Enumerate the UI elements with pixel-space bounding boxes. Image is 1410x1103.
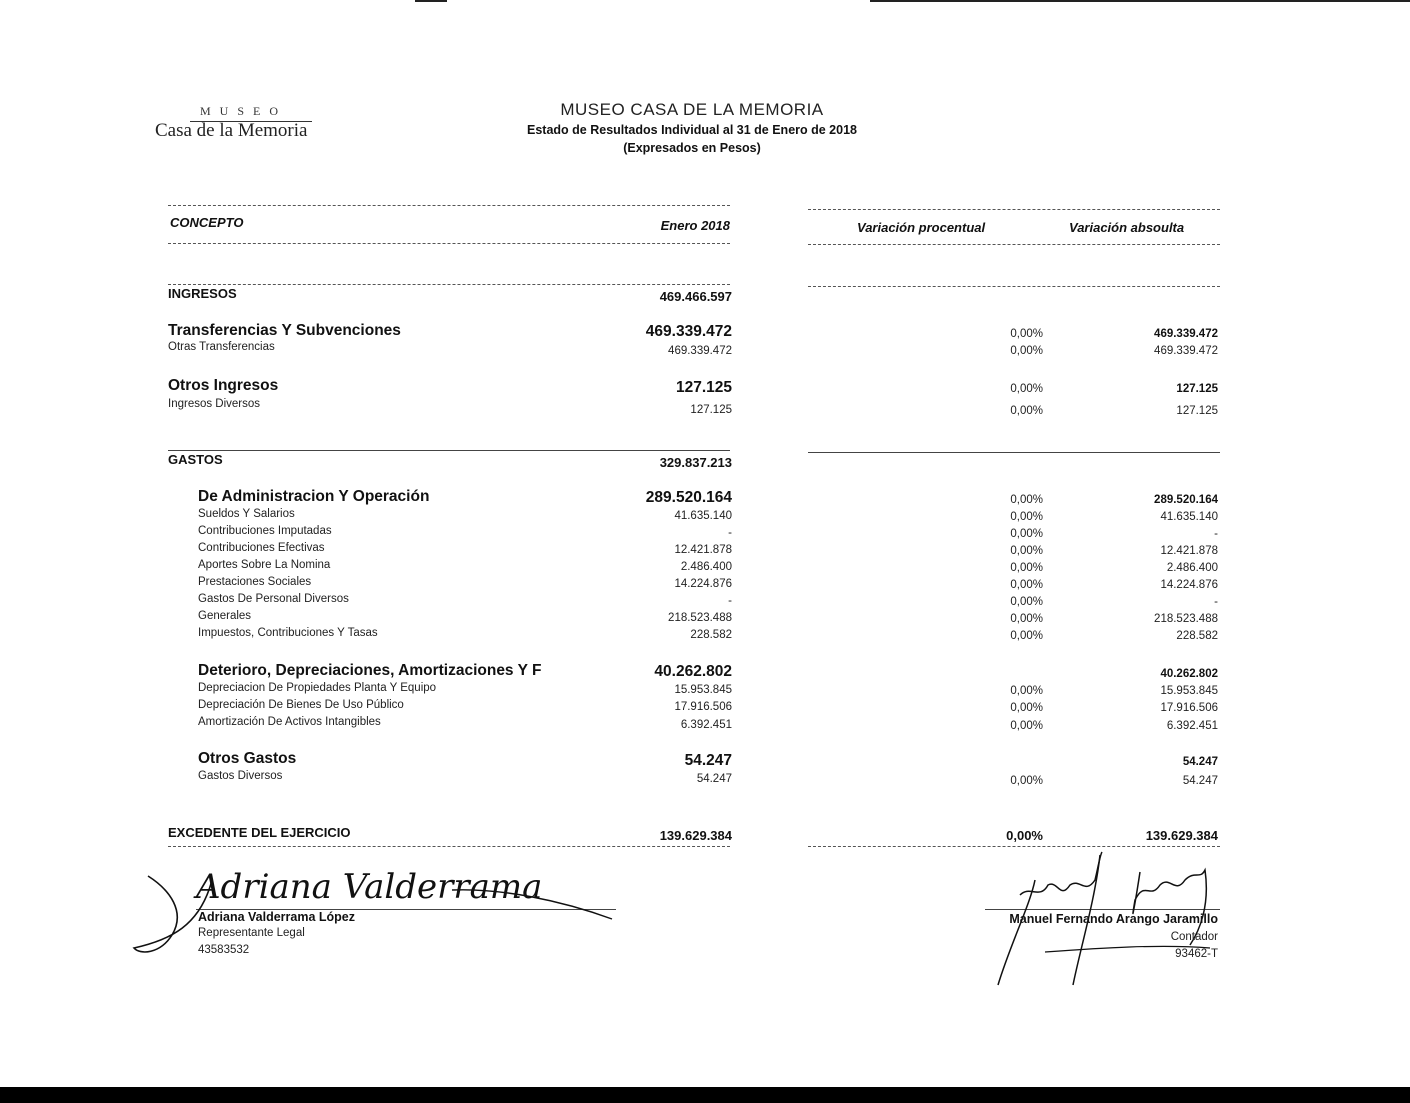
line-item-abs: 14.224.876 xyxy=(1160,579,1218,591)
line-item-value: 6.392.451 xyxy=(680,719,732,731)
header-rule-left-top xyxy=(168,205,730,206)
line-item-pct: 0,00% xyxy=(1010,579,1043,591)
signatory-right-id: 93462-T xyxy=(1175,948,1218,960)
line-item-label: Ingresos Diversos xyxy=(168,398,261,410)
group-abs: 40.262.802 xyxy=(1160,668,1218,680)
line-item-abs: 218.523.488 xyxy=(1154,613,1218,625)
line-item-abs: 228.582 xyxy=(1176,630,1218,642)
line-item-label: Impuestos, Contribuciones Y Tasas xyxy=(198,627,378,639)
handwritten-signature-left-text: Adriana Valderrama xyxy=(196,867,543,907)
header-rule-left-bottom xyxy=(168,243,730,244)
group-label: Deterioro, Depreciaciones, Amortizaciones Y F xyxy=(198,662,542,679)
excedente-value: 139.629.384 xyxy=(659,828,732,843)
line-item-value: - xyxy=(728,595,732,607)
section-gastos-label: GASTOS xyxy=(168,452,223,467)
line-item-pct: 0,00% xyxy=(1010,511,1043,523)
line-item-pct: 0,00% xyxy=(1010,405,1043,417)
line-item-abs: 15.953.845 xyxy=(1160,685,1218,697)
signatory-right-role: Contador xyxy=(1170,931,1218,943)
col-header-var-pct: Variación procentual xyxy=(857,220,986,235)
line-item-abs: 469.339.472 xyxy=(1154,345,1218,357)
group-abs: 469.339.472 xyxy=(1154,328,1218,340)
line-item-label: Contribuciones Efectivas xyxy=(198,542,325,554)
line-item-pct: 0,00% xyxy=(1010,562,1043,574)
line-item-pct: 0,00% xyxy=(1010,702,1043,714)
logo-casa-text: Casa de la Memoria xyxy=(155,120,308,141)
section-gastos-total: 329.837.213 xyxy=(659,455,732,470)
line-item-pct: 0,00% xyxy=(1010,720,1043,732)
line-item-abs: 12.421.878 xyxy=(1160,545,1218,557)
line-item-value: 17.916.506 xyxy=(674,701,732,713)
col-header-concepto: CONCEPTO xyxy=(170,215,244,230)
line-item-label: Depreciacion De Propiedades Planta Y Equipo xyxy=(198,682,437,694)
group-pct: 0,00% xyxy=(1010,383,1043,395)
ingresos-rule-right xyxy=(808,286,1220,287)
header-rule-right-bottom xyxy=(808,244,1220,245)
signatory-left-role: Representante Legal xyxy=(198,927,305,939)
line-item-label: Sueldos Y Salarios xyxy=(198,508,295,520)
line-item-value: 218.523.488 xyxy=(668,612,732,624)
line-item-value: - xyxy=(728,527,732,539)
line-item-abs: - xyxy=(1214,596,1218,608)
line-item-label: Contribuciones Imputadas xyxy=(198,525,332,537)
document-subtitle-currency: (Expresados en Pesos) xyxy=(623,141,761,155)
scan-edge-top-right xyxy=(870,0,1410,2)
excedente-rule-left xyxy=(168,846,730,847)
line-item-label: Depreciación De Bienes De Uso Público xyxy=(198,699,404,711)
signature-rule-right xyxy=(985,909,1220,910)
group-label: Transferencias Y Subvenciones xyxy=(168,322,401,339)
logo-museo-text: MUSEO xyxy=(200,104,288,118)
line-item-label: Generales xyxy=(198,610,252,622)
line-item-label: Otras Transferencias xyxy=(168,341,275,353)
line-item-pct: 0,00% xyxy=(1010,345,1043,357)
group-label: Otros Gastos xyxy=(198,750,297,767)
line-item-value: 228.582 xyxy=(690,629,732,641)
group-pct: 0,00% xyxy=(1010,494,1043,506)
group-abs: 127.125 xyxy=(1176,383,1218,395)
line-item-abs: 54.247 xyxy=(1182,775,1218,787)
line-item-value: 41.635.140 xyxy=(674,510,732,522)
document-title: MUSEO CASA DE LA MEMORIA xyxy=(560,100,824,119)
signatory-left-id: 43583532 xyxy=(198,944,250,956)
col-header-enero: Enero 2018 xyxy=(660,218,730,233)
line-item-value: 469.339.472 xyxy=(668,345,732,357)
line-item-pct: 0,00% xyxy=(1010,528,1043,540)
line-item-pct: 0,00% xyxy=(1010,685,1043,697)
group-abs: 54.247 xyxy=(1182,756,1218,768)
line-item-label: Aportes Sobre La Nomina xyxy=(198,559,331,571)
line-item-pct: 0,00% xyxy=(1010,630,1043,642)
line-item-value: 14.224.876 xyxy=(674,578,732,590)
line-item-abs: - xyxy=(1214,528,1218,540)
line-item-label: Gastos Diversos xyxy=(198,770,283,782)
line-item-abs: 127.125 xyxy=(1176,405,1218,417)
scan-edge-bottom xyxy=(0,1087,1410,1103)
line-item-abs: 6.392.451 xyxy=(1166,720,1218,732)
line-item-label: Prestaciones Sociales xyxy=(198,576,312,588)
line-item-value: 127.125 xyxy=(690,404,732,416)
signatory-left-name: Adriana Valderrama López xyxy=(198,910,356,924)
group-pct: 0,00% xyxy=(1010,328,1043,340)
group-value: 289.520.164 xyxy=(645,489,732,506)
document-subtitle: Estado de Resultados Individual al 31 de Enero de 2018 xyxy=(527,123,857,137)
excedente-pct: 0,00% xyxy=(1006,828,1043,843)
section-ingresos-total: 469.466.597 xyxy=(659,289,732,304)
excedente-abs: 139.629.384 xyxy=(1145,828,1218,843)
gastos-rule-left xyxy=(168,450,730,451)
group-label: Otros Ingresos xyxy=(168,377,279,394)
line-item-pct: 0,00% xyxy=(1010,545,1043,557)
header-rule-right-top xyxy=(808,209,1220,210)
col-header-var-abs: Variación absoulta xyxy=(1069,220,1185,235)
line-item-pct: 0,00% xyxy=(1010,775,1043,787)
line-item-value: 2.486.400 xyxy=(680,561,732,573)
section-ingresos-label: INGRESOS xyxy=(168,286,237,301)
line-item-value: 15.953.845 xyxy=(674,684,732,696)
line-item-label: Amortización De Activos Intangibles xyxy=(198,716,381,728)
line-item-value: 54.247 xyxy=(696,773,732,785)
group-value: 54.247 xyxy=(684,752,732,769)
signatory-right-name: Manuel Fernando Arango Jaramillo xyxy=(1009,912,1218,926)
group-value: 40.262.802 xyxy=(654,663,732,680)
line-item-abs: 2.486.400 xyxy=(1166,562,1218,574)
line-item-label: Gastos De Personal Diversos xyxy=(198,593,349,605)
excedente-label: EXCEDENTE DEL EJERCICIO xyxy=(168,825,351,840)
line-item-pct: 0,00% xyxy=(1010,613,1043,625)
group-abs: 289.520.164 xyxy=(1154,494,1218,506)
excedente-rule-right xyxy=(808,846,1220,847)
line-item-value: 12.421.878 xyxy=(674,544,732,556)
group-value: 469.339.472 xyxy=(645,323,732,340)
line-item-abs: 41.635.140 xyxy=(1160,511,1218,523)
group-value: 127.125 xyxy=(675,379,732,396)
group-label: De Administracion Y Operación xyxy=(198,488,430,505)
gastos-rule-right xyxy=(808,452,1220,453)
scan-edge-top-left xyxy=(415,0,447,2)
ingresos-rule-left xyxy=(168,284,730,285)
line-item-abs: 17.916.506 xyxy=(1160,702,1218,714)
line-item-pct: 0,00% xyxy=(1010,596,1043,608)
